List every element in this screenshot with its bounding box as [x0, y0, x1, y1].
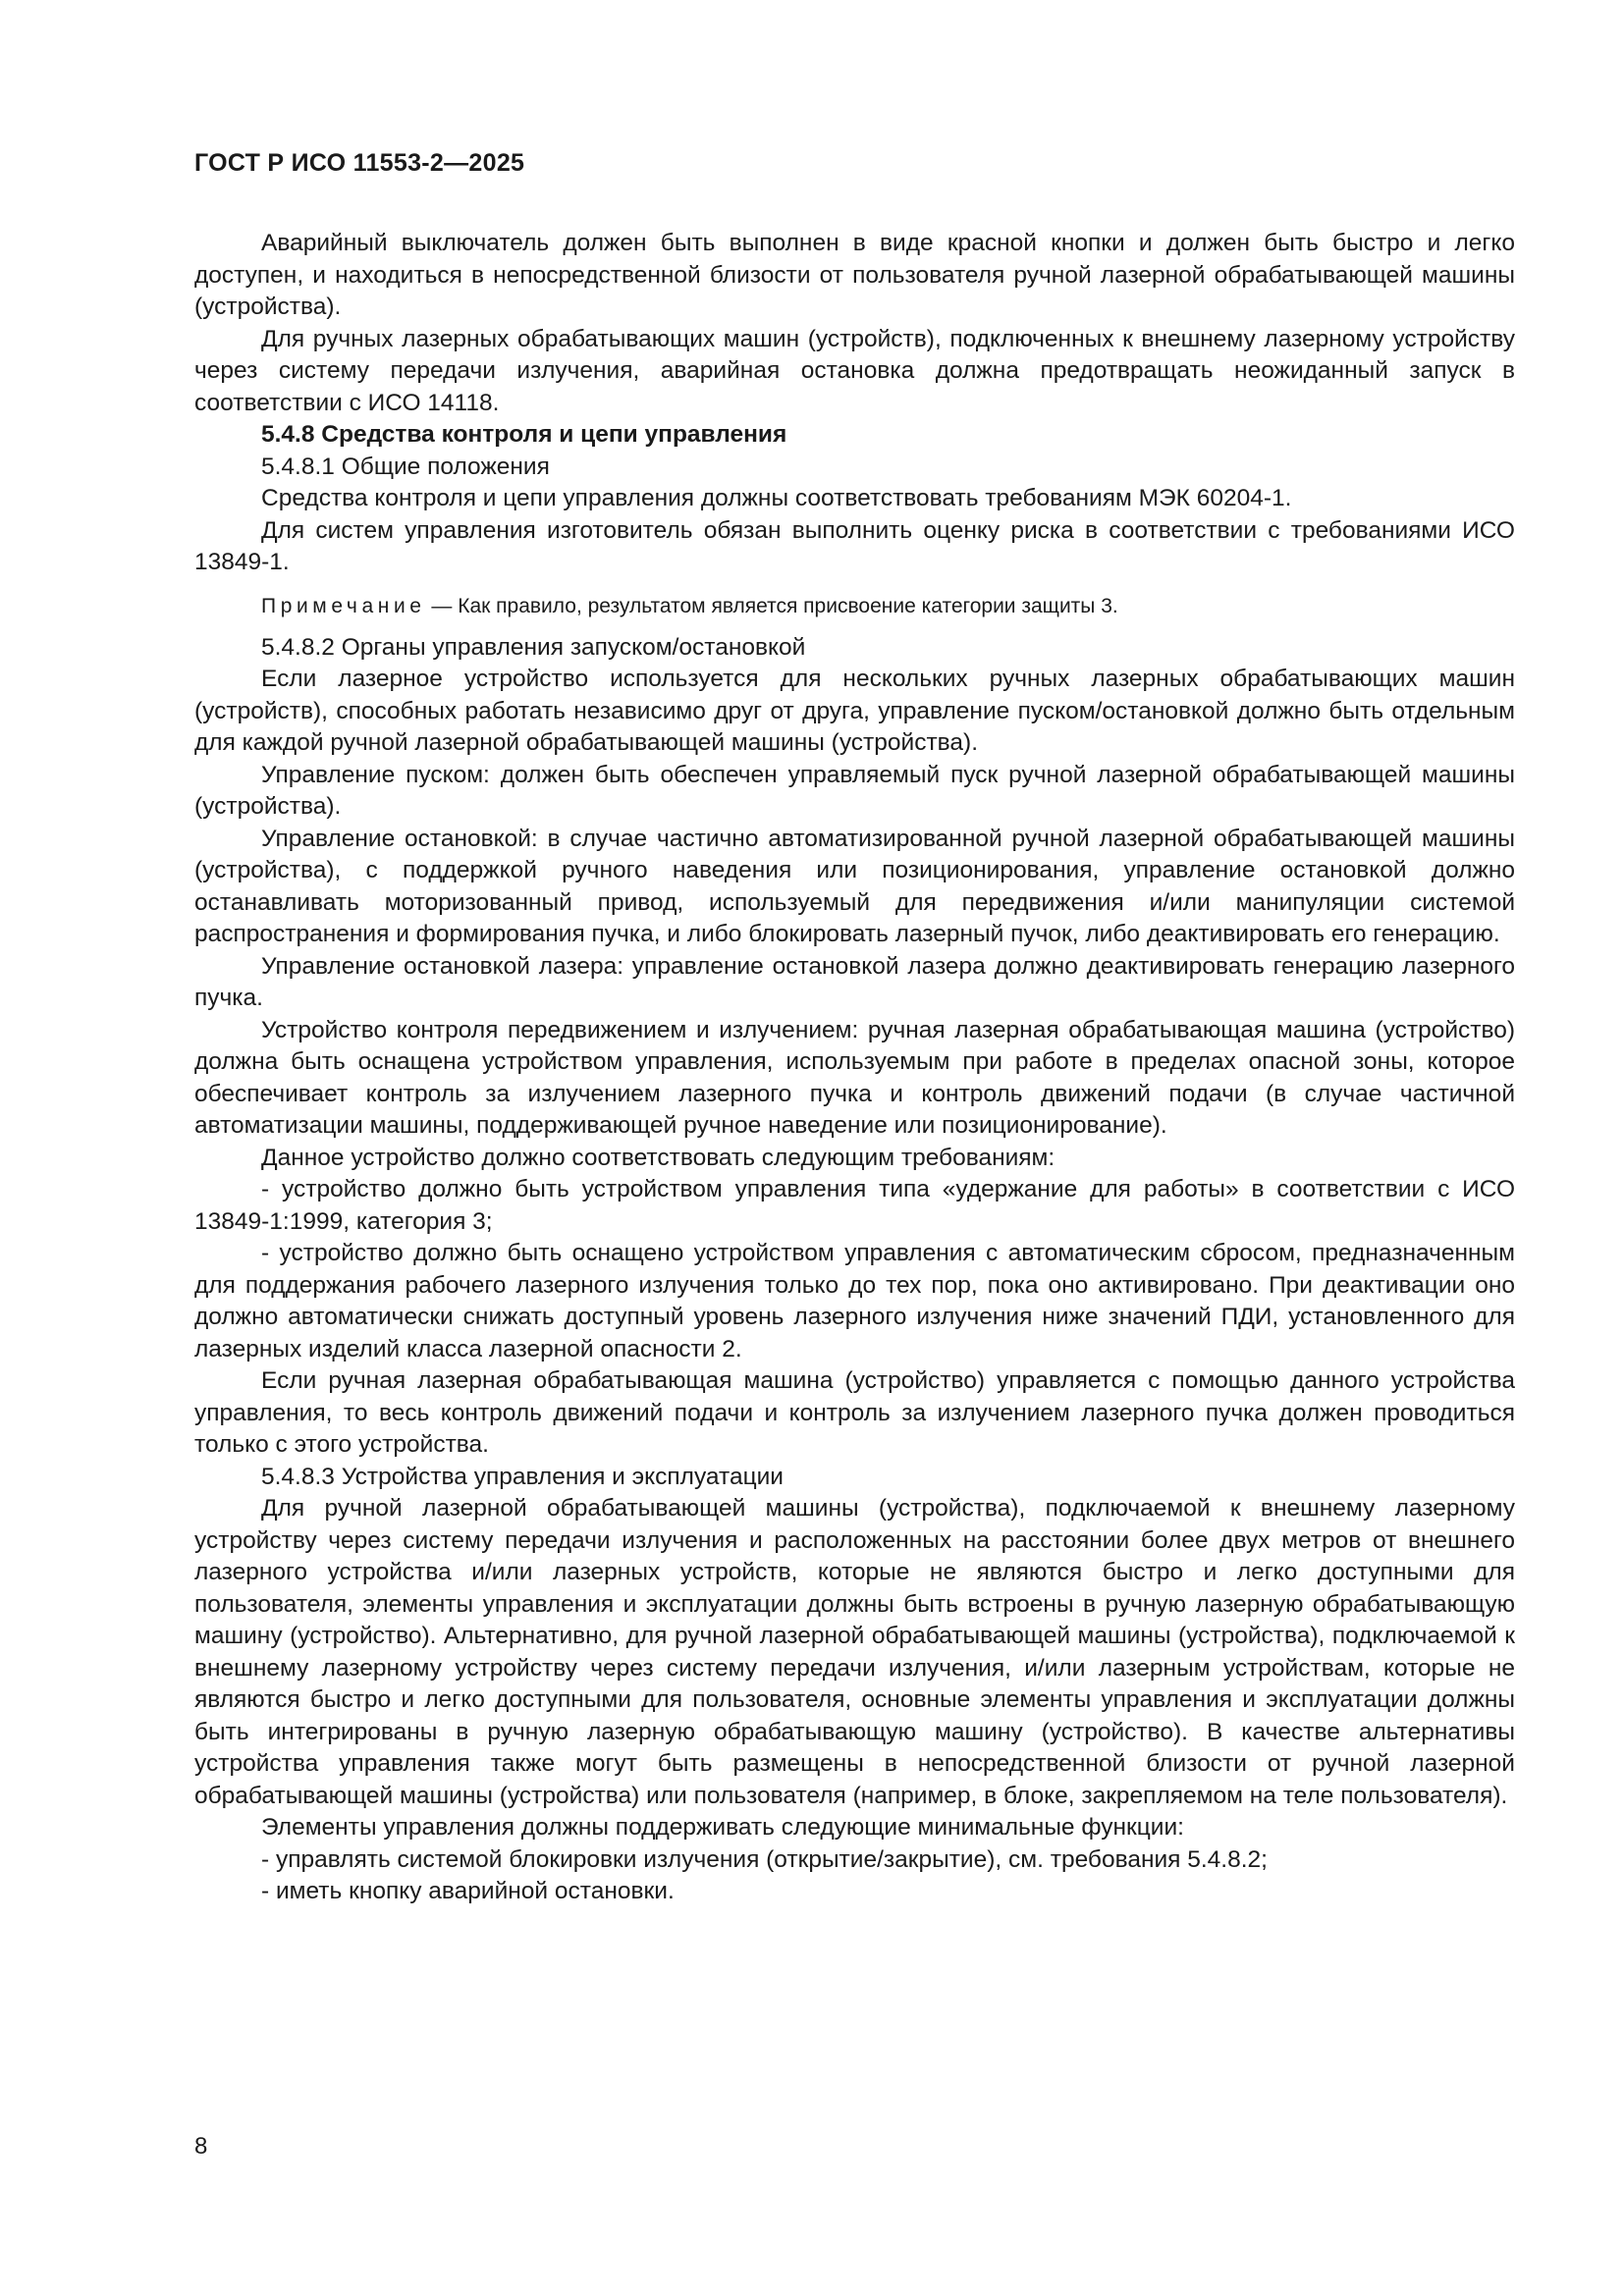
paragraph: Если ручная лазерная обрабатывающая машина (устройство) управляется с помощью данного устройства управления, то весь контроль движений подачи и контроль за излучением лазерного пучка должен проводиться только с этого устройства.	[194, 1367, 1515, 1458]
paragraph: Управление пуском: должен быть обеспечен управляемый пуск ручной лазерной обрабатывающей машины (устройства).	[194, 761, 1515, 820]
paragraph: Данное устройство должно соответствовать следующим требованиям:	[261, 1144, 1056, 1171]
note	[194, 592, 1515, 621]
note-label: Примечание	[261, 594, 426, 617]
paragraph: Средства контроля и цепи управления должны соответствовать требованиям МЭК 60204-1.	[261, 485, 1292, 511]
paragraph: Для ручной лазерной обрабатывающей машины (устройства), подключаемой к внешнему лазерному устройству через систему передачи излучения и расположенных на расстоянии более двух метров от внешнего лазерного устройства и/или лазерных устройств, которые не являются быстро и легко доступными для пользователя, элементы управления и эксплуатации должны быть встроены в ручную лазерную обрабатывающую машину (устройство). Альтернативно, для ручной лазерной обрабатывающей машины (устройства), подключаемой к внешнему лазерному устройству через систему передачи излучения, и/или лазерным устройствам, которые не являются быстро и легко доступными для пользователя, основные элементы управления и эксплуатации должны быть интегрированы в ручную лазерную обрабатывающую машину (устройство). В качестве альтернативы устройства управления также могут быть размещены в непосредственной близости от ручной лазерной обрабатывающей машины (устройства) или пользователя (например, в блоке, закрепляемом на теле пользователя).	[194, 1495, 1515, 1809]
page-body	[194, 228, 1515, 1908]
paragraph: Устройство контроля передвижением и излучением: ручная лазерная обрабатывающая машина (устройство) должна быть оснащена устройством управления, используемым при работе в пределах опасной зоны, которое обеспечивает контроль за излучением лазерного пучка и контроль движений подачи (в случае частичной автоматизации машины, поддерживающей ручное наведение или позиционирование).	[194, 1016, 1515, 1139]
paragraph: Для систем управления изготовитель обязан выполнить оценку риска в соответствии с требованиями ИСО 13849-1.	[194, 516, 1515, 575]
subsection-heading-5-4-8-3: 5.4.8.3 Устройства управления и эксплуатации	[261, 1463, 784, 1490]
note-text: — Как правило, результатом является присвоение категории защиты 3.	[431, 594, 1118, 617]
page-number: 8	[194, 2133, 208, 2160]
paragraph: Если лазерное устройство используется для нескольких ручных лазерных обрабатывающих машин (устройств), способных работать независимо друг от друга, управление пуском/остановкой должно быть отдельным для каждой ручной лазерной обрабатывающей машины (устройства).	[194, 666, 1515, 756]
list-item: - иметь кнопку аварийной остановки.	[261, 1878, 675, 1904]
paragraph: Управление остановкой лазера: управление остановкой лазера должно деактивировать генерацию лазерного пучка.	[194, 952, 1515, 1011]
subsection-heading-5-4-8-2: 5.4.8.2 Органы управления запуском/остановкой	[261, 633, 806, 661]
document-header: ГОСТ Р ИСО 11553-2—2025	[194, 149, 525, 177]
subsection-heading-5-4-8-1: 5.4.8.1 Общие положения	[261, 453, 550, 480]
list-item: - устройство должно быть устройством управления типа «удержание для работы» в соответствии с ИСО 13849-1:1999, категория 3;	[194, 1176, 1515, 1235]
list-item: - управлять системой блокировки излучения (открытие/закрытие), см. требования 5.4.8.2;	[261, 1845, 1268, 1873]
paragraph: Аварийный выключатель должен быть выполнен в виде красной кнопки и должен быть быстро и легко доступен, и находиться в непосредственной близости от пользователя ручной лазерной обрабатывающей машины (устройства).	[194, 230, 1515, 320]
list-item: - устройство должно быть оснащено устройством управления с автоматическим сбросом, предназначенным для поддержания рабочего лазерного излучения только до тех пор, пока оно активировано. При деактивации оно должно автоматически снижать доступный уровень лазерного излучения ниже значений ПДИ, установленного для лазерных изделий класса лазерной опасности 2.	[194, 1240, 1515, 1362]
paragraph: Элементы управления должны поддерживать следующие минимальные функции:	[261, 1814, 1184, 1841]
paragraph: Управление остановкой: в случае частично автоматизированной ручной лазерной обрабатывающей машины (устройства), с поддержкой ручного наведения или позиционирования, управление остановкой должно останавливать моторизованный привод, используемый для передвижения и/или манипуляции системой распространения и формирования пучка, и либо блокировать лазерный пучок, либо деактивировать его генерацию.	[194, 825, 1515, 947]
paragraph: Для ручных лазерных обрабатывающих машин (устройств), подключенных к внешнему лазерному устройству через систему передачи излучения, аварийная остановка должна предотвращать неожиданный запуск в соответствии с ИСО 14118.	[194, 325, 1515, 416]
section-heading-5-4-8: 5.4.8 Средства контроля и цепи управления	[261, 421, 787, 448]
